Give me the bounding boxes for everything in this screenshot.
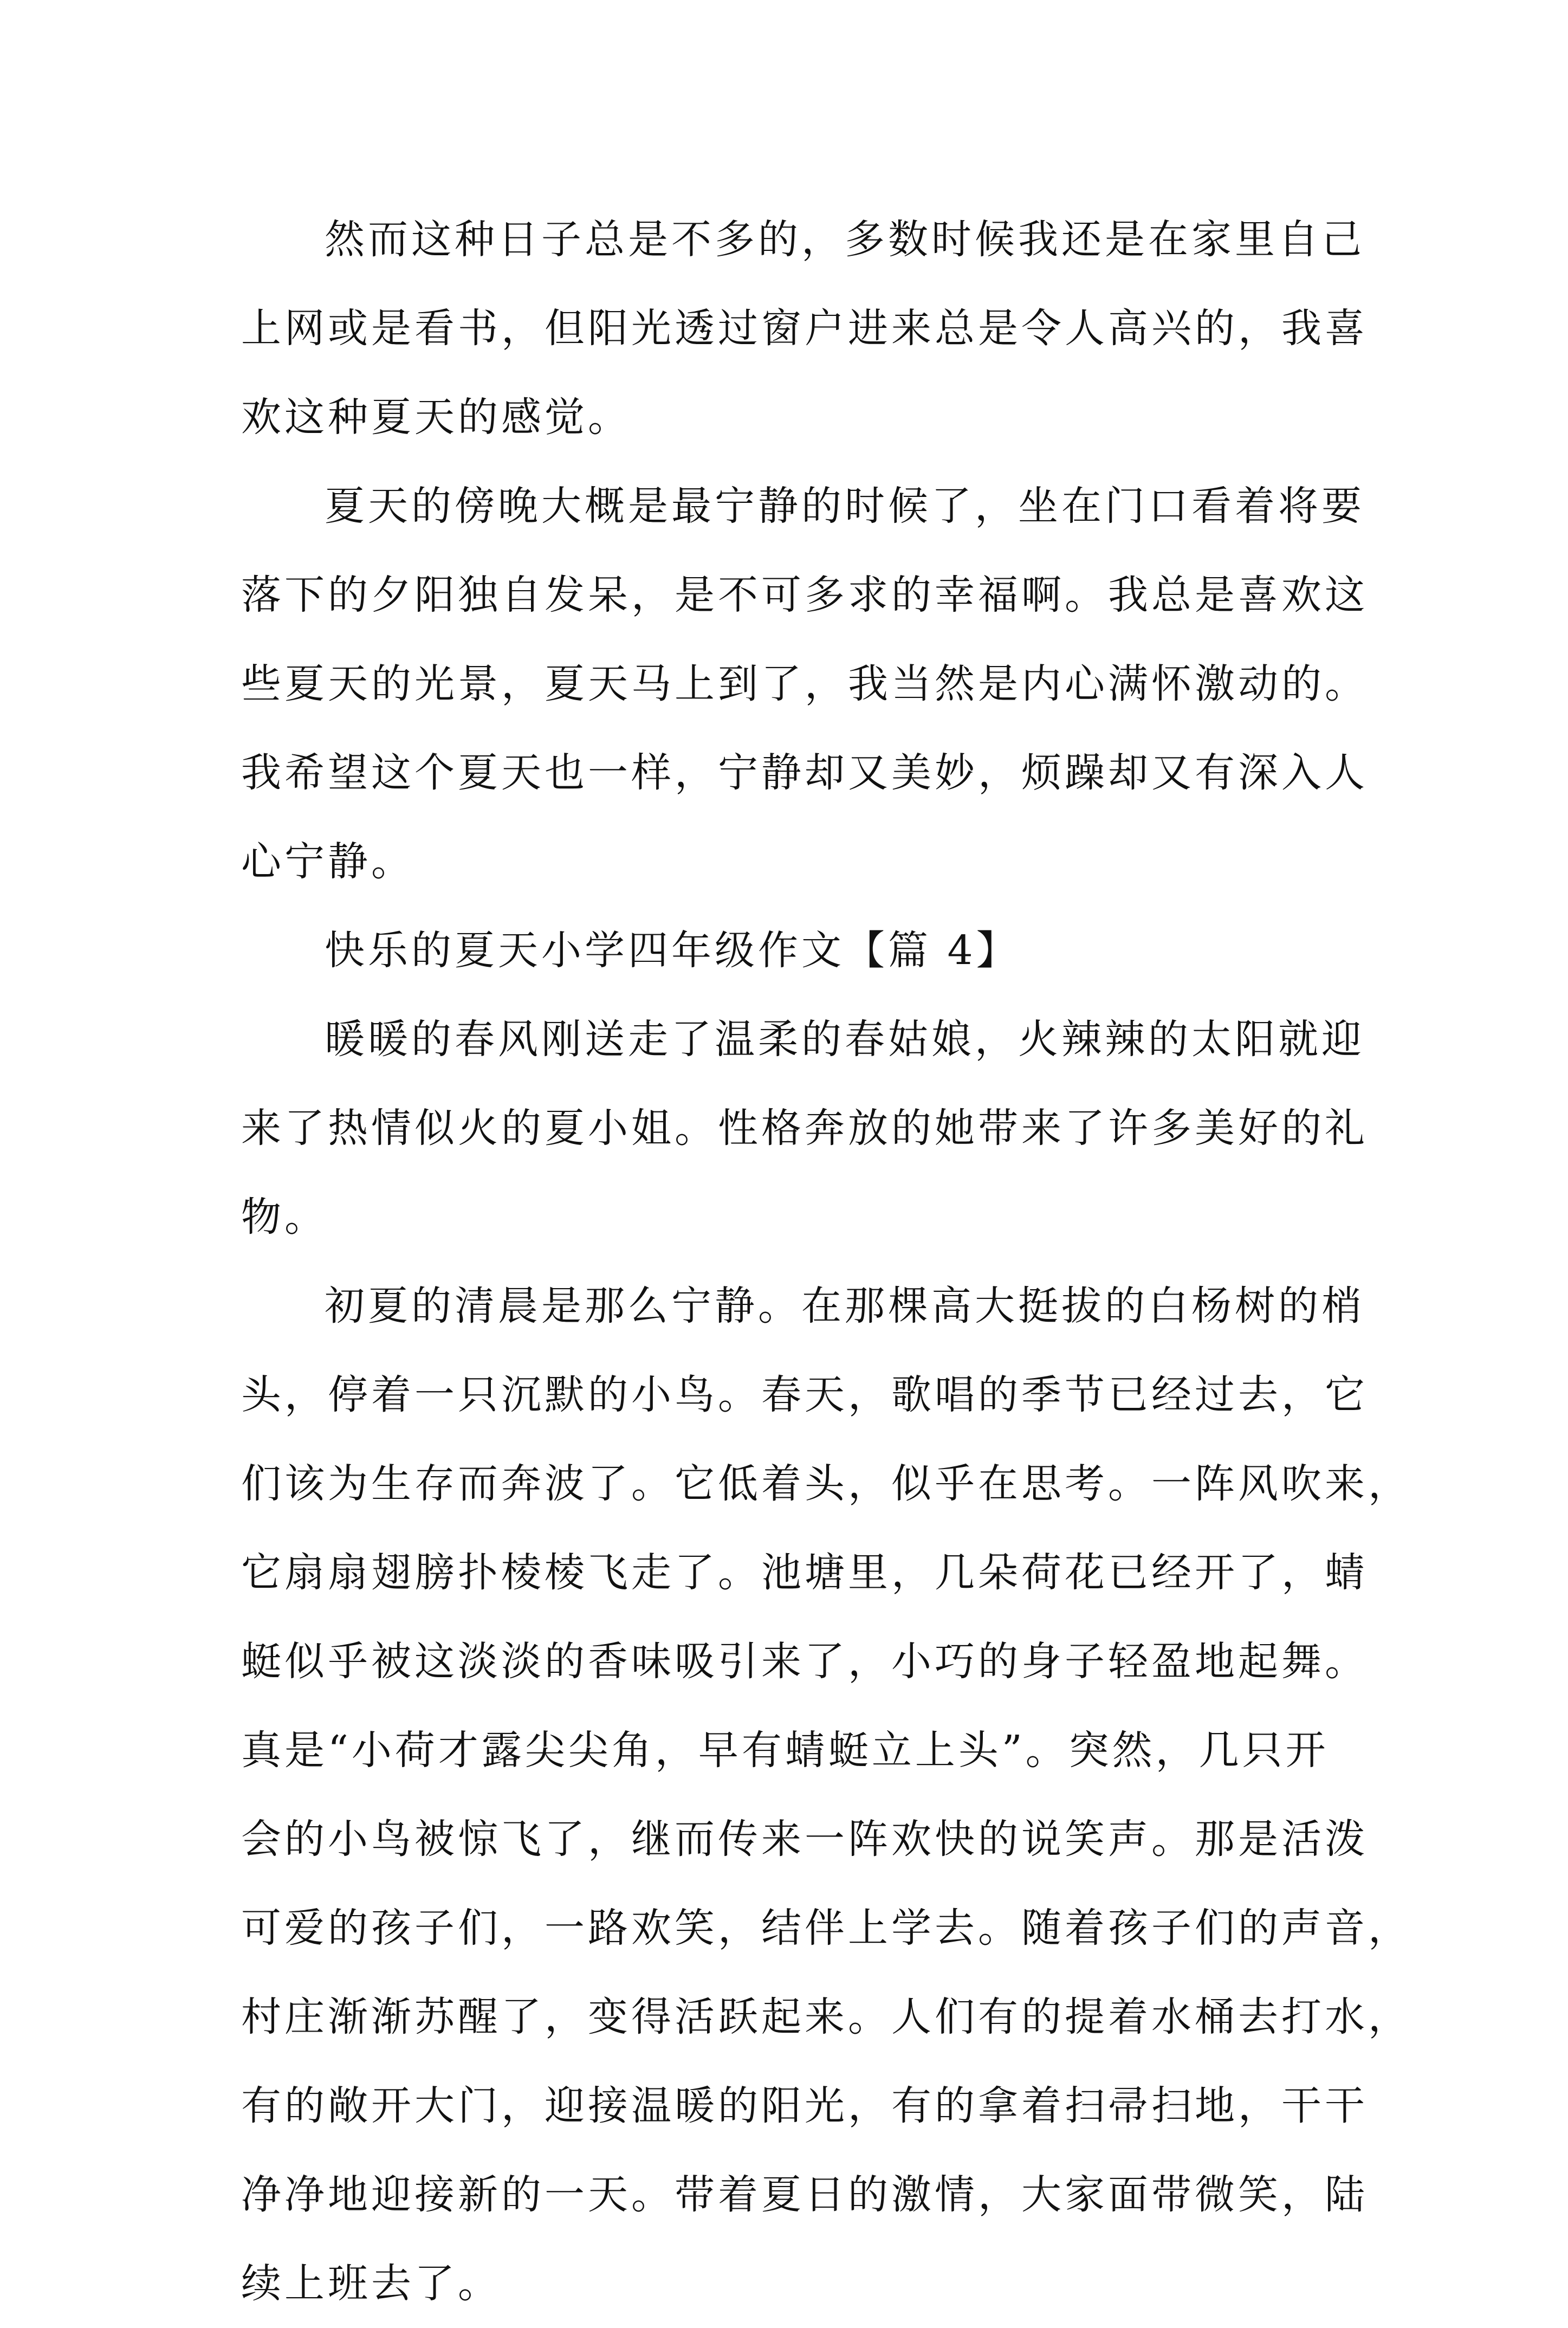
- paragraph-line: 们该为生存而奔波了。它低着头，似乎在思考。一阵风吹来，: [241, 1460, 1411, 1507]
- paragraph-line: 真是“小荷才露尖尖角，早有蜻蜓立上头”。突然，几只开: [241, 1727, 1329, 1774]
- document-page: [241, 195, 1411, 2328]
- paragraph-line: 暖暖的春风刚送走了温柔的春姑娘，火辣辣的太阳就迎: [325, 1016, 1365, 1063]
- paragraph-line: 会的小鸟被惊飞了，继而传来一阵欢快的说笑声。那是活泼: [241, 1816, 1368, 1863]
- paragraph-line: 些夏天的光景，夏天马上到了，我当然是内心满怀激动的。: [241, 661, 1368, 707]
- paragraph-line: 来了热情似火的夏小姐。性格奔放的她带来了许多美好的礼: [241, 1105, 1368, 1152]
- paragraph-line: 可爱的孩子们，一路欢笑，结伴上学去。随着孩子们的声音，: [241, 1905, 1411, 1951]
- paragraph-line: 有的敞开大门，迎接温暖的阳光，有的拿着扫帚扫地，干干: [241, 2083, 1368, 2129]
- paragraph-line: 蜓似乎被这淡淡的香味吸引来了，小巧的身子轻盈地起舞。: [241, 1638, 1368, 1685]
- paragraph-line: 心宁静。: [241, 838, 414, 885]
- paragraph-line: 然而这种日子总是不多的，多数时候我还是在家里自己: [325, 216, 1365, 263]
- paragraph-line: 物。: [241, 1194, 328, 1240]
- section-heading: 快乐的夏天小学四年级作文【篇 4】: [325, 927, 1020, 974]
- paragraph-line: 欢这种夏天的感觉。: [241, 394, 631, 441]
- paragraph-line: 初夏的清晨是那么宁静。在那棵高大挺拔的白杨树的梢: [325, 1283, 1365, 1329]
- paragraph-line: 落下的夕阳独自发呆，是不可多求的幸福啊。我总是喜欢这: [241, 572, 1368, 618]
- paragraph-line: 我希望这个夏天也一样，宁静却又美妙，烦躁却又有深入人: [241, 749, 1368, 796]
- paragraph-line: 村庄渐渐苏醒了，变得活跃起来。人们有的提着水桶去打水，: [241, 1994, 1411, 2040]
- paragraph-line: 夏天的傍晚大概是最宁静的时候了，坐在门口看着将要: [325, 483, 1365, 529]
- paragraph-line: 净净地迎接新的一天。带着夏日的激情，大家面带微笑，陆: [241, 2171, 1368, 2218]
- paragraph-line: 续上班去了。: [241, 2260, 501, 2307]
- paragraph-line: 上网或是看书，但阳光透过窗户进来总是令人高兴的，我喜: [241, 305, 1368, 352]
- paragraph-line: 它扇扇翅膀扑棱棱飞走了。池塘里，几朵荷花已经开了，蜻: [241, 1549, 1368, 1596]
- paragraph-line: 头，停着一只沉默的小鸟。春天，歌唱的季节已经过去，它: [241, 1372, 1368, 1418]
